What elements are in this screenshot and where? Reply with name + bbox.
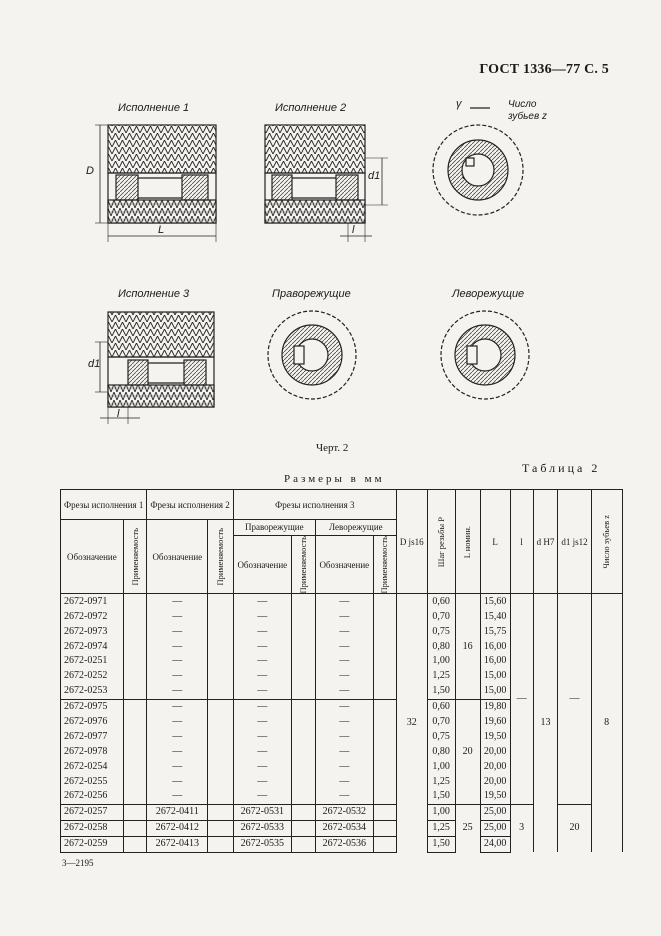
table-cell: — [315, 639, 373, 654]
table-cell: 1,00 [427, 654, 455, 669]
table-cell [291, 609, 315, 624]
table-cell [208, 654, 234, 669]
table-cell: 2672-0258 [61, 820, 124, 836]
table-cell: 16 [455, 594, 480, 699]
table-cell: 2672-0256 [61, 789, 124, 804]
table-cell: 16,00 [480, 654, 510, 669]
th-group-2: Фрезы исполнения 2 [147, 490, 233, 520]
th-applicability-1: Применяемость [123, 520, 147, 594]
table-cell [373, 774, 396, 789]
table-cell: 13 [533, 594, 558, 852]
table-cell: 2672-0411 [147, 804, 208, 820]
table-cell: 8 [591, 594, 622, 852]
th-L: L [480, 490, 510, 594]
table-cell: 2672-0259 [61, 836, 124, 852]
table-cell: 2672-0534 [315, 820, 373, 836]
dimensions-table [60, 489, 623, 853]
table-cell: 1,25 [427, 774, 455, 789]
table-cell: — [233, 789, 291, 804]
table-cell [373, 639, 396, 654]
table-cell [291, 804, 315, 820]
dim-d1-label-v3: d1 [88, 358, 101, 370]
variant-1-cutter [95, 125, 216, 242]
table-cell [208, 639, 234, 654]
table-cell: 20,00 [480, 759, 510, 774]
table-cell [208, 820, 234, 836]
th-D: D js16 [396, 490, 427, 594]
table-body [61, 594, 623, 852]
table-cell [291, 820, 315, 836]
table-cell: 0,80 [427, 639, 455, 654]
table-cell: — [147, 715, 208, 730]
table-cell: 2672-0978 [61, 744, 124, 759]
table-cell [373, 715, 396, 730]
table-cell: 2672-0972 [61, 609, 124, 624]
table-cell [208, 836, 234, 852]
table-cell: 15,40 [480, 609, 510, 624]
table-cell: — [147, 759, 208, 774]
dim-D-label: D [86, 165, 94, 177]
dim-l-label-v3: l [117, 408, 120, 420]
th-left: Леворежущие [315, 520, 396, 536]
table-cell: 1,50 [427, 789, 455, 804]
table-cell: 2672-0536 [315, 836, 373, 852]
table-cell [208, 744, 234, 759]
table-cell: — [315, 654, 373, 669]
table-cell: 2672-0252 [61, 669, 124, 684]
th-group-1: Фрезы исполнения 1 [61, 490, 147, 520]
table-cell [373, 759, 396, 774]
table-cell: 0,80 [427, 744, 455, 759]
table-cell: 2672-0531 [233, 804, 291, 820]
table-cell [291, 836, 315, 852]
dim-d1-label: d1 [368, 170, 381, 182]
table-cell [373, 654, 396, 669]
table-row [61, 594, 623, 609]
table-cell: — [233, 654, 291, 669]
table-cell: 2672-0412 [147, 820, 208, 836]
caption-variant-3: Исполнение 3 [118, 288, 190, 300]
table-cell: — [315, 669, 373, 684]
table-cell: — [147, 594, 208, 609]
table-cell: — [233, 669, 291, 684]
th-right: Праворежущие [233, 520, 315, 536]
table-cell: 15,60 [480, 594, 510, 609]
table-cell: 2672-0535 [233, 836, 291, 852]
th-designation-4: Обозначение [315, 535, 373, 594]
table-cell [208, 759, 234, 774]
table-cell [123, 609, 147, 624]
table-cell: 2672-0975 [61, 699, 124, 714]
table-cell [291, 594, 315, 609]
dim-L-label: L [158, 224, 165, 236]
table-cell: — [315, 744, 373, 759]
table-cell: — [315, 774, 373, 789]
table-cell: 1,50 [427, 684, 455, 699]
table-cell: — [147, 639, 208, 654]
table-cell: — [233, 609, 291, 624]
table-title: Таблица 2 [522, 461, 601, 475]
table-cell: — [315, 594, 373, 609]
table-cell: — [147, 789, 208, 804]
table-cell: — [147, 699, 208, 714]
table-cell [373, 699, 396, 714]
table-cell [208, 669, 234, 684]
table-cell: 2672-0253 [61, 684, 124, 699]
table-cell [123, 729, 147, 744]
table-cell: — [147, 654, 208, 669]
table-cell [208, 774, 234, 789]
table-cell [291, 759, 315, 774]
table-cell [208, 699, 234, 714]
table-cell: 2672-0971 [61, 594, 124, 609]
th-designation-3: Обозначение [233, 535, 291, 594]
table-cell: 0,60 [427, 699, 455, 714]
th-d: d H7 [533, 490, 558, 594]
table-cell: — [233, 715, 291, 730]
table-cell [208, 624, 234, 639]
table-cell: — [147, 774, 208, 789]
th-l: l [510, 490, 533, 594]
table-cell [123, 744, 147, 759]
dim-gamma-label: γ [456, 98, 462, 110]
table-cell: 25,00 [480, 820, 510, 836]
table-cell [208, 804, 234, 820]
table-cell: 2672-0977 [61, 729, 124, 744]
table-cell: 2672-0254 [61, 759, 124, 774]
table-cell: — [233, 744, 291, 759]
table-cell [373, 789, 396, 804]
table-cell [373, 609, 396, 624]
table-cell [123, 594, 147, 609]
gear-view-top [433, 108, 523, 215]
table-cell: — [315, 759, 373, 774]
table-cell [373, 820, 396, 836]
table-cell: 20 [455, 699, 480, 804]
table-cell [123, 624, 147, 639]
table-cell [208, 609, 234, 624]
th-designation-2: Обозначение [147, 520, 208, 594]
table-cell: — [147, 729, 208, 744]
figure-caption: Черт. 2 [316, 442, 349, 454]
table-cell: 0,75 [427, 624, 455, 639]
table-cell: 15,00 [480, 669, 510, 684]
table-cell [208, 715, 234, 730]
th-applicability-3: Применяемость [291, 535, 315, 594]
gear-view-right-cutting [268, 311, 356, 399]
table-cell [208, 789, 234, 804]
table-cell: — [233, 594, 291, 609]
sizes-title: Размеры в мм [284, 473, 385, 485]
table-cell: 32 [396, 594, 427, 852]
table-cell: 3 [510, 804, 533, 852]
th-applicability-2: Применяемость [208, 520, 234, 594]
table-cell: 1,25 [427, 669, 455, 684]
table-cell: — [315, 699, 373, 714]
table-cell: 15,00 [480, 684, 510, 699]
table-cell: — [233, 639, 291, 654]
table-cell: — [147, 624, 208, 639]
table-cell [208, 594, 234, 609]
variant-3-cutter [95, 312, 214, 424]
table-cell: 20 [558, 804, 591, 852]
table-cell: 15,75 [480, 624, 510, 639]
table-cell [291, 699, 315, 714]
table-cell [291, 654, 315, 669]
table-cell: 0,75 [427, 729, 455, 744]
table-cell: — [315, 715, 373, 730]
table-cell: — [510, 594, 533, 804]
table-cell: 16,00 [480, 639, 510, 654]
th-d1: d1 js12 [558, 490, 591, 594]
table-cell [123, 715, 147, 730]
th-designation-1: Обозначение [61, 520, 124, 594]
table-cell: 2672-0257 [61, 804, 124, 820]
variant-2-cutter [265, 125, 388, 242]
table-cell: 1,00 [427, 804, 455, 820]
table-cell [123, 639, 147, 654]
table-cell: 2672-0532 [315, 804, 373, 820]
table-cell: 2672-0251 [61, 654, 124, 669]
table-cell [373, 669, 396, 684]
table-cell [123, 836, 147, 852]
table-cell: — [233, 699, 291, 714]
table-cell [373, 804, 396, 820]
table-cell: 0,60 [427, 594, 455, 609]
table-cell [373, 744, 396, 759]
table-cell: — [315, 624, 373, 639]
table-cell: 0,70 [427, 609, 455, 624]
th-applicability-4: Применяемость [373, 535, 396, 594]
label-teeth-count: Число [508, 99, 537, 110]
caption-variant-2: Исполнение 2 [275, 102, 347, 114]
table-cell [291, 715, 315, 730]
table-cell: — [147, 684, 208, 699]
table-cell [123, 684, 147, 699]
table-cell: 25,00 [480, 804, 510, 820]
table-cell: — [315, 684, 373, 699]
table-cell: 2672-0533 [233, 820, 291, 836]
th-z: Число зубьев z [591, 490, 622, 594]
table-cell [123, 774, 147, 789]
table-cell [291, 684, 315, 699]
table-cell: — [233, 624, 291, 639]
table-cell [123, 699, 147, 714]
table-cell: 2672-0976 [61, 715, 124, 730]
table-cell [373, 624, 396, 639]
table-cell: 19,50 [480, 789, 510, 804]
table-cell [123, 759, 147, 774]
table-cell: 2672-0973 [61, 624, 124, 639]
dim-l-label: l [352, 224, 355, 236]
table-cell [291, 639, 315, 654]
table-cell: — [233, 684, 291, 699]
table-cell [373, 836, 396, 852]
table-cell [123, 789, 147, 804]
table-cell: 19,60 [480, 715, 510, 730]
th-group-3: Фрезы исполнения 3 [233, 490, 396, 520]
page-footer: 3—2195 [62, 858, 94, 868]
table-cell: 1,50 [427, 836, 455, 852]
table-cell [291, 729, 315, 744]
table-cell [291, 789, 315, 804]
caption-variant-1: Исполнение 1 [118, 102, 190, 114]
table-cell: 19,80 [480, 699, 510, 714]
table-cell: 19,50 [480, 729, 510, 744]
table-cell: — [147, 744, 208, 759]
table-cell [208, 684, 234, 699]
th-P: Шаг резьбы P [427, 490, 455, 594]
table-cell: 20,00 [480, 774, 510, 789]
table-cell: 2672-0255 [61, 774, 124, 789]
caption-left-cutting: Леворежущие [452, 288, 525, 300]
table-cell [373, 729, 396, 744]
caption-right-cutting: Праворежущие [272, 288, 351, 300]
table-cell [291, 669, 315, 684]
table-cell [373, 684, 396, 699]
table-cell: 1,25 [427, 820, 455, 836]
table-cell: — [315, 789, 373, 804]
th-Lnom: L номин. [455, 490, 480, 594]
table-cell [291, 774, 315, 789]
table-cell: 24,00 [480, 836, 510, 852]
table-cell: 25 [455, 804, 480, 852]
table-cell: 0,70 [427, 715, 455, 730]
table-cell [123, 820, 147, 836]
table-cell [291, 744, 315, 759]
table-cell [123, 804, 147, 820]
table-cell [373, 594, 396, 609]
table-cell: 1,00 [427, 759, 455, 774]
page-header: ГОСТ 1336—77 С. 5 [479, 62, 609, 77]
label-teeth-count-2: зубьев z [508, 111, 547, 122]
table-cell: — [147, 669, 208, 684]
table-cell: — [315, 609, 373, 624]
table-cell [291, 624, 315, 639]
table-cell [123, 654, 147, 669]
table-cell: 20,00 [480, 744, 510, 759]
table-cell: — [558, 594, 591, 804]
table-cell: — [315, 729, 373, 744]
table-cell: — [233, 774, 291, 789]
table-cell: 2672-0974 [61, 639, 124, 654]
table-cell: — [147, 609, 208, 624]
table-cell: — [233, 729, 291, 744]
gear-view-left-cutting [441, 311, 529, 399]
table-cell [123, 669, 147, 684]
table-cell: — [233, 759, 291, 774]
table-cell [208, 729, 234, 744]
table-cell: 2672-0413 [147, 836, 208, 852]
